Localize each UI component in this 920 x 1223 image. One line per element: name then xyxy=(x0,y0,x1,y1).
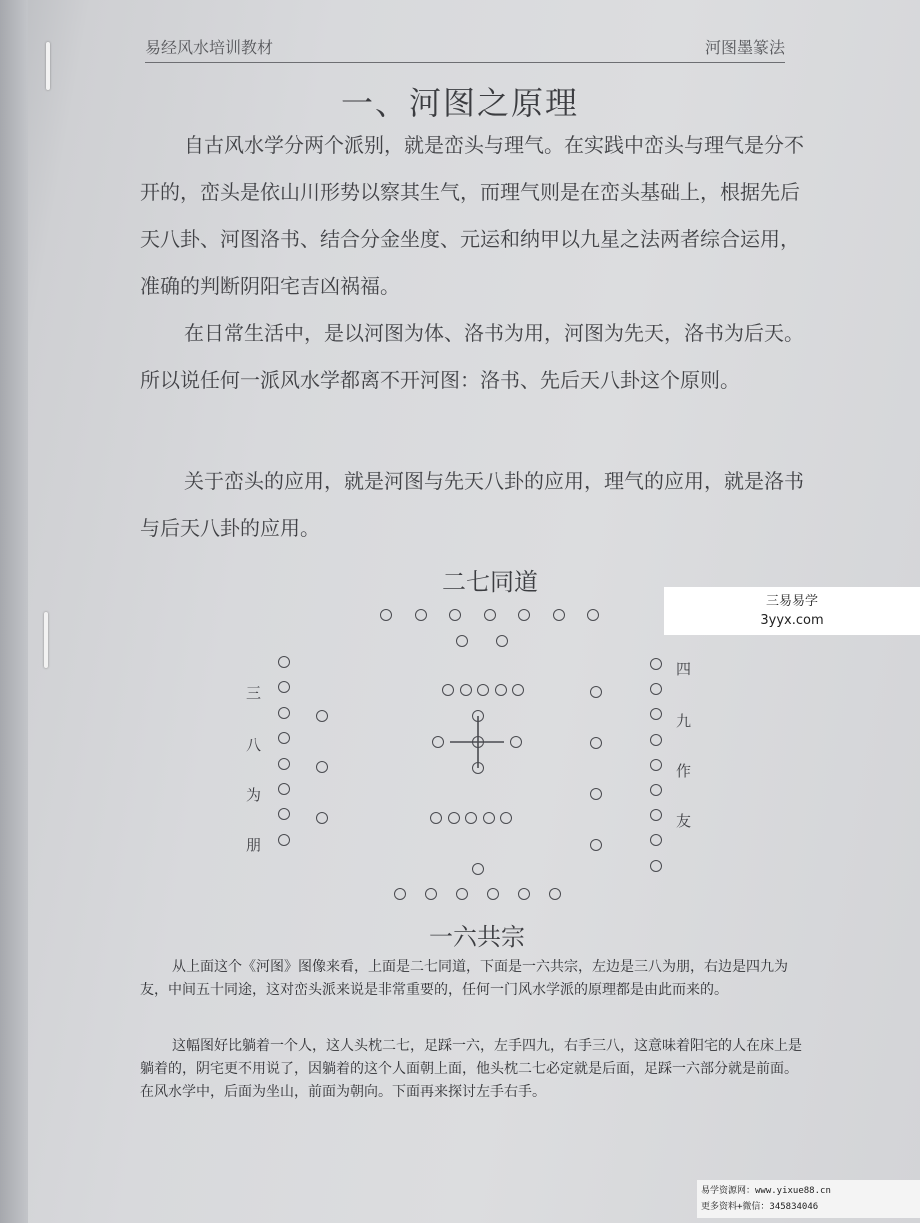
page-header xyxy=(145,34,785,63)
dot-right-four xyxy=(590,737,602,749)
right-glyph-si: 四 xyxy=(676,660,692,678)
dot-left-three xyxy=(316,761,328,773)
watermark-name: 三易易学 xyxy=(765,594,818,609)
dot-right-nine xyxy=(650,734,662,746)
dot-center-upper-five xyxy=(442,684,454,696)
paragraph-3: 关于峦头的应用，就是河图与先天八卦的应用，理气的应用，就是洛书与后天八卦的应用。 xyxy=(140,469,804,540)
dot-center-lower-five xyxy=(483,812,495,824)
dot-left-three xyxy=(316,710,328,722)
diagram-top-label: 二七同道 xyxy=(442,568,538,596)
dot-left-eight xyxy=(278,656,290,668)
dot-top-seven xyxy=(518,609,530,621)
dot-bottom-six xyxy=(425,888,437,900)
dot-center-right xyxy=(510,736,522,748)
dot-right-four xyxy=(590,839,602,851)
dot-right-four xyxy=(590,686,602,698)
dot-center-lower-five xyxy=(430,812,442,824)
dot-bottom-six xyxy=(549,888,561,900)
dot-left-three xyxy=(316,812,328,824)
dot-bottom-six xyxy=(487,888,499,900)
dot-top-seven xyxy=(380,609,392,621)
dot-center-lower-five xyxy=(500,812,512,824)
dot-top-seven xyxy=(449,609,461,621)
header-book-title: 易经风水培训教材 xyxy=(145,38,274,57)
paragraph-1: 自古风水学分两个派别，就是峦头与理气。在实践中峦头与理气是分不开的，峦头是依山川形势以察其生气，而理气则是在峦头基础上，根据先后天八卦、河图洛书、结合分金坐度、元运和纳甲以九星之法两者综合运用，准确的判断阴阳宅吉凶祸福。 xyxy=(140,133,804,298)
left-glyph-wei: 为 xyxy=(246,786,262,804)
dot-top-two xyxy=(456,635,468,647)
right-glyph-jiu: 九 xyxy=(676,712,692,730)
dot-left-eight xyxy=(278,783,290,795)
watermark-box xyxy=(664,587,920,635)
dot-left-eight xyxy=(278,758,290,770)
right-glyph-you: 友 xyxy=(676,812,692,830)
dot-center-left xyxy=(432,736,444,748)
footer-stamp-line-1: 易学资源网：www.yixue88.cn xyxy=(701,1186,831,1196)
dot-center-upper-five xyxy=(512,684,524,696)
dot-bottom-one xyxy=(472,863,484,875)
dot-top-seven xyxy=(484,609,496,621)
left-glyph-san: 三 xyxy=(246,684,262,702)
dot-right-nine xyxy=(650,860,662,872)
dot-right-nine xyxy=(650,784,662,796)
dot-right-nine xyxy=(650,658,662,670)
dot-center-middle xyxy=(472,736,484,748)
dot-top-seven xyxy=(415,609,427,621)
dot-center-top xyxy=(472,710,484,722)
footer-stamp-line-2: 更多资料+微信：345834046 xyxy=(701,1202,819,1212)
dot-center-lower-five xyxy=(448,812,460,824)
dot-center-bottom xyxy=(472,762,484,774)
footer-stamp xyxy=(697,1180,920,1218)
dot-bottom-six xyxy=(456,888,468,900)
diagram-bottom-label: 一六共宗 xyxy=(429,923,525,951)
paragraph-2: 在日常生活中，是以河图为体、洛书为用，河图为先天，洛书为后天。所以说任何一派风水学都离不开河图：洛书、先后天八卦这个原则。 xyxy=(140,321,804,392)
dot-center-upper-five xyxy=(460,684,472,696)
dot-bottom-six xyxy=(518,888,530,900)
dot-right-four xyxy=(590,788,602,800)
explanation-paragraph-2: 这幅图好比躺着一个人，这人头枕二七，足踩一六，左手四九，右手三八，这意味着阳宅的人在床上是躺着的，阴宅更不用说了，因躺着的这个人面朝上面，他头枕二七必定就是后面，足踩一六部分就是前面。在风水学中，后面为坐山，前面为朝向。下面再来探讨左手右手。 xyxy=(140,1038,802,1100)
right-glyph-zuo: 作 xyxy=(676,762,692,780)
dot-right-nine xyxy=(650,759,662,771)
section-title: 一、河图之原理 xyxy=(340,84,579,122)
dot-center-upper-five xyxy=(477,684,489,696)
binding-hole-bottom xyxy=(44,612,48,668)
page-shadow-edge xyxy=(0,0,28,1223)
left-glyph-peng: 朋 xyxy=(246,836,262,854)
dot-top-seven xyxy=(587,609,599,621)
left-glyph-ba: 八 xyxy=(246,736,262,754)
dot-bottom-six xyxy=(394,888,406,900)
dot-left-eight xyxy=(278,707,290,719)
explanation-paragraph-1: 从上面这个《河图》图像来看，上面是二七同道，下面是一六共宗，左边是三八为朋，右边是四九为友，中间五十同途，这对峦头派来说是非常重要的，任何一门风水学派的原理都是由此而来的。 xyxy=(140,959,788,998)
dot-center-lower-five xyxy=(465,812,477,824)
header-chapter-title: 河图墨篆法 xyxy=(704,38,785,57)
dot-top-seven xyxy=(553,609,565,621)
dot-left-eight xyxy=(278,834,290,846)
dot-top-two xyxy=(496,635,508,647)
watermark-url: 3yyx.com xyxy=(760,613,824,628)
dot-center-upper-five xyxy=(495,684,507,696)
